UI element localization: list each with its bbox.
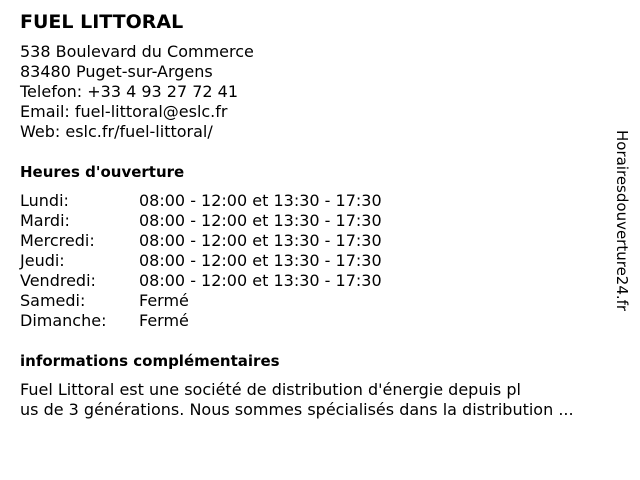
hours-time: Fermé [139,291,189,310]
description-line: Fuel Littoral est une société de distribution d'énergie depuis pl [20,380,521,399]
hours-day: Samedi: [20,291,86,310]
hours-day: Lundi: [20,191,69,210]
business-card [20,10,615,420]
address-street: 538 Boulevard du Commerce [20,42,254,61]
hours-row-tuesday [20,211,615,231]
description-line: us de 3 générations. Nous sommes spécialisés dans la distribution ... [20,400,574,419]
hours-day: Mercredi: [20,231,95,250]
hours-time: 08:00 - 12:00 et 13:30 - 17:30 [139,271,382,290]
website-url: Web: eslc.fr/fuel-littoral/ [20,122,213,141]
hours-day: Mardi: [20,211,70,230]
hours-time: Fermé [139,311,189,330]
hours-time: 08:00 - 12:00 et 13:30 - 17:30 [139,191,382,210]
business-description [20,380,615,420]
hours-day: Dimanche: [20,311,107,330]
hours-day: Jeudi: [20,251,65,270]
phone-number: Telefon: +33 4 93 27 72 41 [20,82,239,101]
opening-hours-table [20,191,615,331]
hours-row-monday [20,191,615,211]
address-city: 83480 Puget-sur-Argens [20,62,213,81]
hours-row-saturday [20,291,615,311]
hours-time: 08:00 - 12:00 et 13:30 - 17:30 [139,211,382,230]
hours-row-friday [20,271,615,291]
opening-hours-heading: Heures d'ouverture [20,163,185,181]
hours-day: Vendredi: [20,271,96,290]
hours-time: 08:00 - 12:00 et 13:30 - 17:30 [139,251,382,270]
hours-row-thursday [20,251,615,271]
hours-row-sunday [20,311,615,331]
business-name: FUEL LITTORAL [20,11,184,33]
site-watermark: Horairesdouverture24.fr [613,130,631,312]
hours-row-wednesday [20,231,615,251]
email-address: Email: fuel-littoral@eslc.fr [20,102,228,121]
hours-time: 08:00 - 12:00 et 13:30 - 17:30 [139,231,382,250]
additional-info-heading: informations complémentaires [20,352,280,370]
